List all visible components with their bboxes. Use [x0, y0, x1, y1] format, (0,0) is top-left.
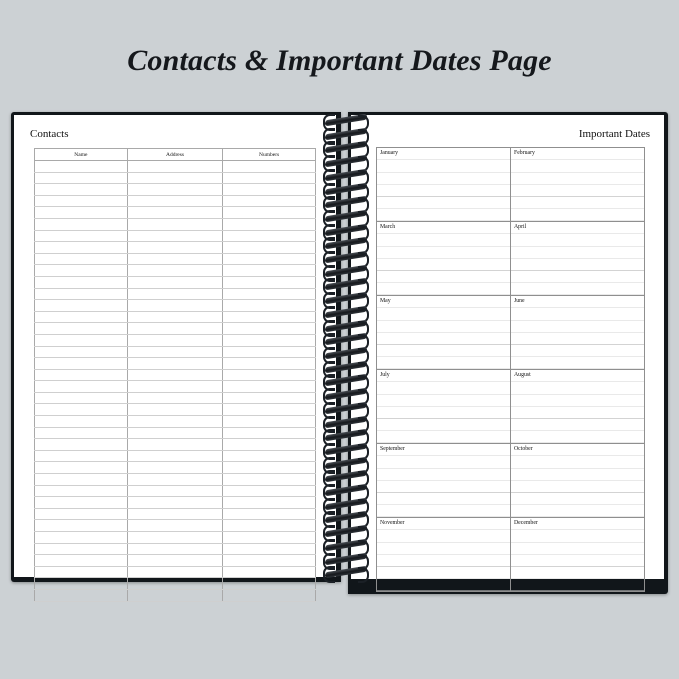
table-cell-name[interactable] [35, 300, 128, 312]
spiral-coil [323, 443, 369, 456]
month-label: December [514, 519, 538, 526]
table-cell-numbers[interactable] [223, 288, 316, 300]
table-cell-address[interactable] [127, 532, 223, 544]
spiral-coil [323, 169, 369, 182]
table-cell-address[interactable] [127, 323, 223, 335]
table-row[interactable] [35, 161, 316, 173]
spiral-coil [323, 374, 369, 387]
month-cell[interactable] [511, 518, 645, 592]
table-cell-name[interactable] [35, 474, 128, 486]
table-cell-name[interactable] [35, 555, 128, 567]
table-cell-address[interactable] [127, 392, 223, 404]
table-cell-numbers[interactable] [223, 369, 316, 381]
table-row[interactable] [35, 555, 316, 567]
table-cell-name[interactable] [35, 485, 128, 497]
right-sheet [351, 115, 664, 579]
spiral-coil [323, 251, 369, 264]
spiral-coil [323, 388, 369, 401]
table-row[interactable] [35, 462, 316, 474]
contacts-table [34, 148, 316, 602]
table-row[interactable] [35, 276, 316, 288]
contacts-table-body [35, 161, 316, 602]
table-row[interactable] [35, 381, 316, 393]
table-cell-name[interactable] [35, 508, 128, 520]
table-cell-address[interactable] [127, 358, 223, 370]
spiral-coil [323, 141, 369, 154]
table-row[interactable] [35, 323, 316, 335]
spiral-coil [323, 183, 369, 196]
spiral-coil [323, 429, 369, 442]
month-label: November [380, 519, 405, 526]
table-row[interactable] [35, 311, 316, 323]
left-cover [11, 112, 341, 582]
table-cell-name[interactable] [35, 404, 128, 416]
month-cell[interactable] [511, 296, 645, 370]
spiral-coil [323, 333, 369, 346]
spiral-coil [323, 224, 369, 237]
table-cell-address[interactable] [127, 230, 223, 242]
table-cell-name[interactable] [35, 161, 128, 173]
table-cell-name[interactable] [35, 276, 128, 288]
table-cell-numbers[interactable] [223, 485, 316, 497]
table-cell-numbers[interactable] [223, 184, 316, 196]
table-cell-address[interactable] [127, 508, 223, 520]
table-cell-numbers[interactable] [223, 555, 316, 567]
table-cell-name[interactable] [35, 358, 128, 370]
table-cell-name[interactable] [35, 346, 128, 358]
month-label: July [380, 371, 390, 378]
table-cell-name[interactable] [35, 323, 128, 335]
left-sheet [14, 115, 336, 577]
table-row[interactable] [35, 253, 316, 265]
table-cell-name[interactable] [35, 543, 128, 555]
table-cell-numbers[interactable] [223, 161, 316, 173]
table-cell-numbers[interactable] [223, 578, 316, 590]
table-cell-numbers[interactable] [223, 404, 316, 416]
table-cell-name[interactable] [35, 566, 128, 578]
table-cell-name[interactable] [35, 369, 128, 381]
table-row[interactable] [35, 427, 316, 439]
spiral-coil [323, 128, 369, 141]
spiral-binding [323, 114, 371, 580]
table-cell-name[interactable] [35, 265, 128, 277]
table-cell-numbers[interactable] [223, 392, 316, 404]
table-row[interactable] [35, 242, 316, 254]
table-cell-address[interactable] [127, 265, 223, 277]
table-cell-address[interactable] [127, 555, 223, 567]
month-cell[interactable] [377, 370, 511, 444]
table-cell-numbers[interactable] [223, 439, 316, 451]
table-cell-numbers[interactable] [223, 381, 316, 393]
month-cell[interactable] [511, 370, 645, 444]
month-cell[interactable] [377, 296, 511, 370]
table-row[interactable] [35, 392, 316, 404]
table-row[interactable] [35, 195, 316, 207]
contacts-heading: Contacts [30, 128, 69, 140]
table-cell-numbers[interactable] [223, 427, 316, 439]
month-label: August [514, 371, 531, 378]
table-cell-name[interactable] [35, 416, 128, 428]
table-cell-address[interactable] [127, 427, 223, 439]
spiral-coil [323, 265, 369, 278]
table-cell-address[interactable] [127, 439, 223, 451]
table-row[interactable] [35, 532, 316, 544]
table-cell-numbers[interactable] [223, 450, 316, 462]
table-row[interactable] [35, 520, 316, 532]
month-cell[interactable] [511, 222, 645, 296]
table-cell-numbers[interactable] [223, 346, 316, 358]
table-cell-numbers[interactable] [223, 323, 316, 335]
table-cell-name[interactable] [35, 195, 128, 207]
spiral-coil [323, 457, 369, 470]
table-cell-numbers[interactable] [223, 265, 316, 277]
table-cell-numbers[interactable] [223, 334, 316, 346]
table-cell-name[interactable] [35, 450, 128, 462]
table-row[interactable] [35, 416, 316, 428]
spiral-coil [323, 525, 369, 538]
table-row[interactable] [35, 300, 316, 312]
table-row[interactable] [35, 566, 316, 578]
table-row[interactable] [35, 450, 316, 462]
table-row[interactable] [35, 172, 316, 184]
table-row[interactable] [35, 508, 316, 520]
table-cell-name[interactable] [35, 589, 128, 601]
table-row[interactable] [35, 218, 316, 230]
table-cell-name[interactable] [35, 253, 128, 265]
table-cell-name[interactable] [35, 439, 128, 451]
table-cell-address[interactable] [127, 253, 223, 265]
month-label: March [380, 223, 396, 230]
spiral-coil [323, 498, 369, 511]
table-cell-numbers[interactable] [223, 462, 316, 474]
table-cell-numbers[interactable] [223, 589, 316, 601]
table-cell-address[interactable] [127, 276, 223, 288]
table-row[interactable] [35, 578, 316, 590]
table-cell-name[interactable] [35, 427, 128, 439]
table-cell-name[interactable] [35, 184, 128, 196]
notebook [11, 112, 668, 582]
table-cell-address[interactable] [127, 334, 223, 346]
month-label: January [380, 149, 399, 156]
table-row[interactable] [35, 404, 316, 416]
table-cell-name[interactable] [35, 334, 128, 346]
table-row[interactable] [35, 485, 316, 497]
table-cell-numbers[interactable] [223, 566, 316, 578]
month-cell[interactable] [377, 518, 511, 592]
spiral-coil [323, 511, 369, 524]
table-cell-name[interactable] [35, 288, 128, 300]
table-cell-address[interactable] [127, 195, 223, 207]
table-cell-numbers[interactable] [223, 416, 316, 428]
table-row[interactable] [35, 369, 316, 381]
table-cell-name[interactable] [35, 218, 128, 230]
table-cell-address[interactable] [127, 450, 223, 462]
table-cell-address[interactable] [127, 485, 223, 497]
spiral-coil [323, 361, 369, 374]
table-cell-address[interactable] [127, 218, 223, 230]
table-cell-address[interactable] [127, 242, 223, 254]
table-row[interactable] [35, 346, 316, 358]
table-cell-name[interactable] [35, 578, 128, 590]
table-cell-address[interactable] [127, 543, 223, 555]
spiral-coil [323, 402, 369, 415]
table-cell-address[interactable] [127, 207, 223, 219]
month-cell[interactable] [511, 444, 645, 518]
table-cell-numbers[interactable] [223, 300, 316, 312]
table-row[interactable] [35, 543, 316, 555]
table-cell-address[interactable] [127, 566, 223, 578]
spiral-coil [323, 416, 369, 429]
table-cell-numbers[interactable] [223, 253, 316, 265]
table-cell-address[interactable] [127, 172, 223, 184]
spiral-coil [323, 210, 369, 223]
table-row[interactable] [35, 184, 316, 196]
month-label: September [380, 445, 405, 452]
table-cell-address[interactable] [127, 288, 223, 300]
spiral-coil [323, 306, 369, 319]
table-cell-numbers[interactable] [223, 520, 316, 532]
table-row[interactable] [35, 439, 316, 451]
column-header-numbers: Numbers [223, 149, 316, 161]
table-cell-numbers[interactable] [223, 172, 316, 184]
page-title: Contacts & Important Dates Page [127, 44, 552, 77]
spiral-coil [323, 539, 369, 552]
table-cell-name[interactable] [35, 497, 128, 509]
spiral-coil [323, 155, 369, 168]
table-cell-address[interactable] [127, 381, 223, 393]
month-label: February [514, 149, 535, 156]
table-cell-numbers[interactable] [223, 497, 316, 509]
spiral-coil [323, 320, 369, 333]
table-cell-numbers[interactable] [223, 242, 316, 254]
table-cell-name[interactable] [35, 381, 128, 393]
important-dates-heading: Important Dates [578, 128, 650, 140]
table-row[interactable] [35, 207, 316, 219]
month-label: June [514, 297, 525, 304]
table-cell-name[interactable] [35, 532, 128, 544]
table-cell-numbers[interactable] [223, 276, 316, 288]
table-cell-address[interactable] [127, 497, 223, 509]
table-cell-address[interactable] [127, 416, 223, 428]
spiral-coil [323, 292, 369, 305]
table-row[interactable] [35, 334, 316, 346]
table-cell-numbers[interactable] [223, 532, 316, 544]
right-cover [348, 112, 668, 594]
table-cell-address[interactable] [127, 462, 223, 474]
month-cell[interactable] [377, 148, 511, 222]
table-cell-numbers[interactable] [223, 218, 316, 230]
table-cell-address[interactable] [127, 311, 223, 323]
table-row[interactable] [35, 230, 316, 242]
table-cell-numbers[interactable] [223, 508, 316, 520]
table-row[interactable] [35, 497, 316, 509]
table-cell-address[interactable] [127, 578, 223, 590]
table-cell-name[interactable] [35, 172, 128, 184]
table-cell-numbers[interactable] [223, 311, 316, 323]
table-cell-numbers[interactable] [223, 543, 316, 555]
contacts-table-header-row [35, 149, 316, 161]
table-cell-address[interactable] [127, 474, 223, 486]
table-cell-numbers[interactable] [223, 474, 316, 486]
spiral-coil [323, 470, 369, 483]
table-cell-address[interactable] [127, 589, 223, 601]
table-cell-name[interactable] [35, 230, 128, 242]
table-cell-numbers[interactable] [223, 358, 316, 370]
table-cell-name[interactable] [35, 242, 128, 254]
spiral-coil [323, 347, 369, 360]
spiral-coil [323, 566, 369, 579]
table-row[interactable] [35, 589, 316, 601]
table-cell-name[interactable] [35, 462, 128, 474]
table-row[interactable] [35, 288, 316, 300]
table-row[interactable] [35, 265, 316, 277]
column-header-name: Name [35, 149, 128, 161]
spiral-coil [323, 114, 369, 127]
table-row[interactable] [35, 474, 316, 486]
month-label: April [514, 223, 527, 230]
table-cell-address[interactable] [127, 346, 223, 358]
table-cell-name[interactable] [35, 520, 128, 532]
table-cell-address[interactable] [127, 184, 223, 196]
table-cell-address[interactable] [127, 369, 223, 381]
table-row[interactable] [35, 358, 316, 370]
month-cell[interactable] [377, 444, 511, 518]
table-cell-name[interactable] [35, 311, 128, 323]
spiral-coil [323, 278, 369, 291]
table-cell-address[interactable] [127, 161, 223, 173]
table-cell-name[interactable] [35, 392, 128, 404]
table-cell-numbers[interactable] [223, 230, 316, 242]
table-cell-address[interactable] [127, 300, 223, 312]
spiral-coil [323, 484, 369, 497]
month-cell[interactable] [377, 222, 511, 296]
table-cell-numbers[interactable] [223, 195, 316, 207]
month-label: October [514, 445, 533, 452]
spiral-coil [323, 237, 369, 250]
table-cell-address[interactable] [127, 520, 223, 532]
spiral-coil [323, 553, 369, 566]
column-header-address: Address [127, 149, 223, 161]
table-cell-numbers[interactable] [223, 207, 316, 219]
month-label: May [380, 297, 391, 304]
months-grid [376, 147, 645, 592]
month-cell[interactable] [511, 148, 645, 222]
table-cell-name[interactable] [35, 207, 128, 219]
spiral-coil [323, 196, 369, 209]
table-cell-address[interactable] [127, 404, 223, 416]
